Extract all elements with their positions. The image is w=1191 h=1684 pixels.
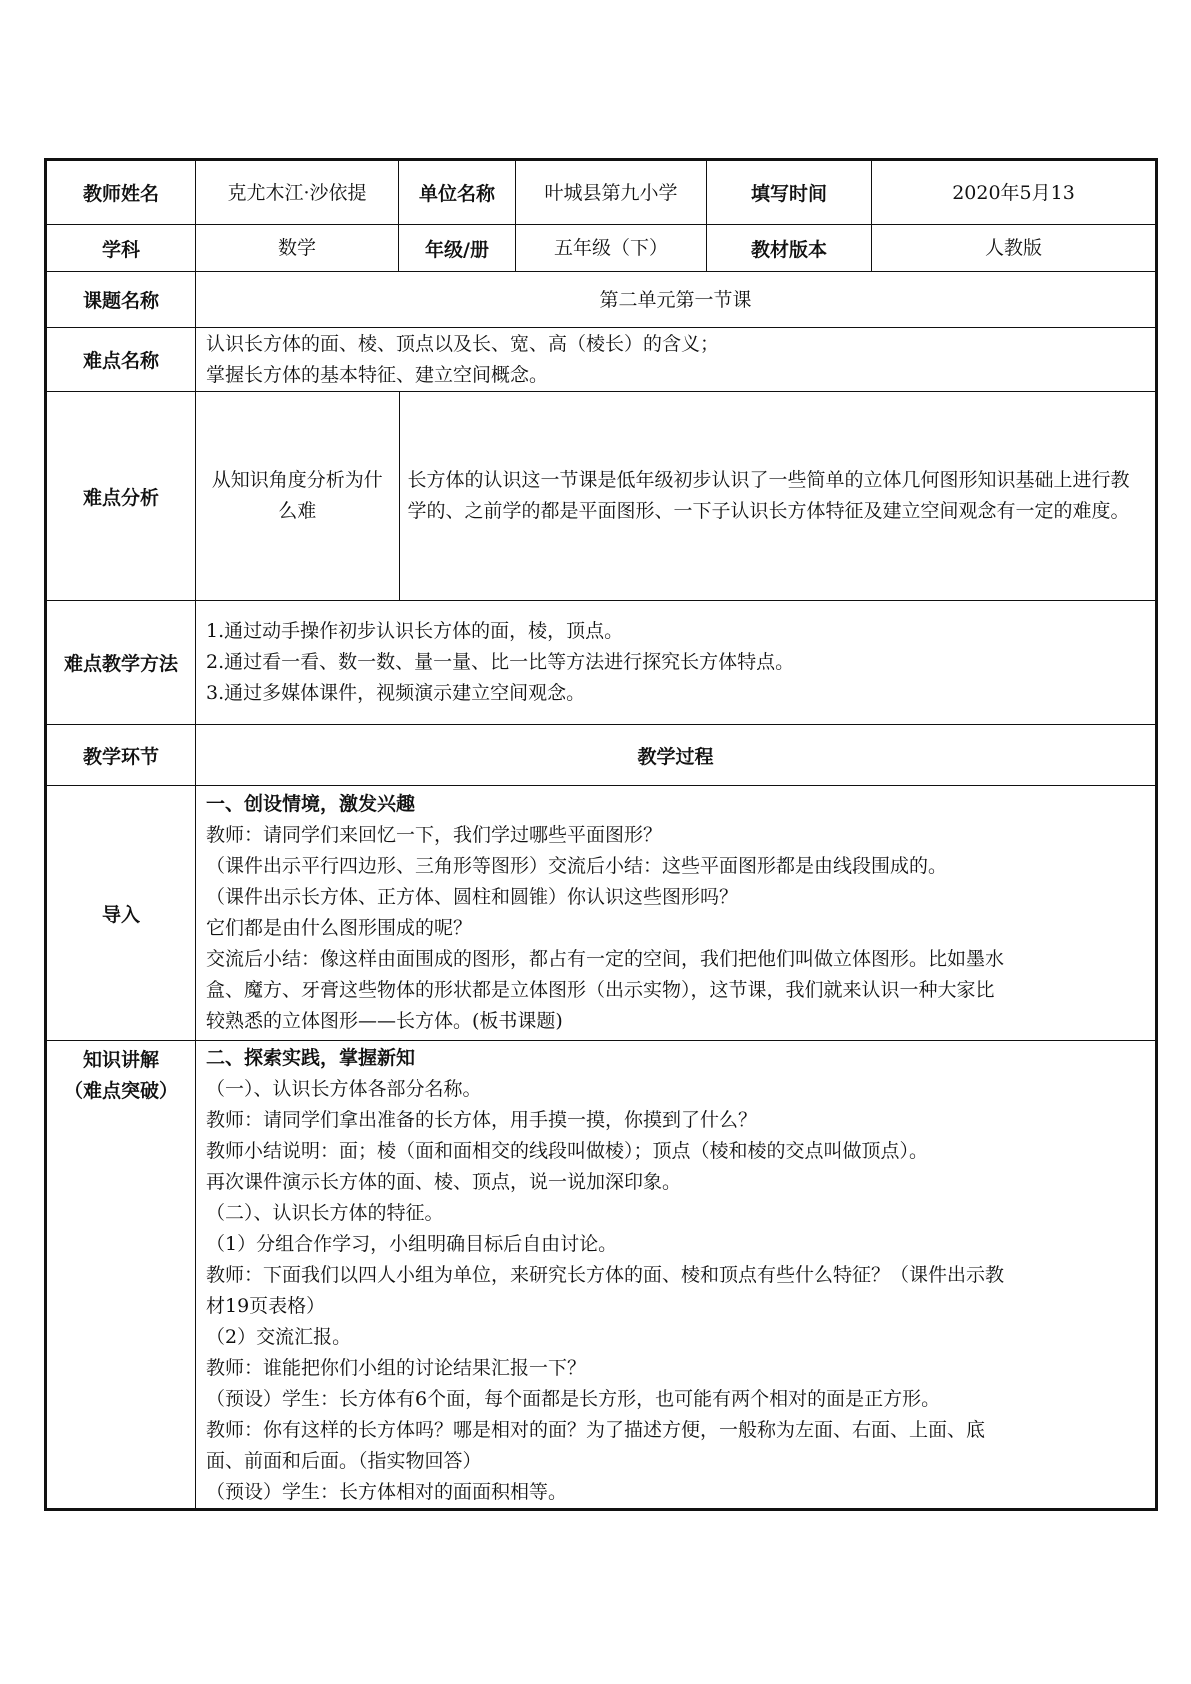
header-row-2 — [46, 225, 1157, 272]
knowledge-label-2: （难点突破） — [63, 1080, 178, 1102]
knowledge-line: 教师：请同学们拿出准备的长方体，用手摸一摸，你摸到了什么？ — [206, 1109, 758, 1131]
knowledge-line: 教师：你有这样的长方体吗？哪是相对的面？为了描述方便，一般称为左面、右面、上面、底 — [206, 1419, 986, 1441]
knowledge-line: （2）交流汇报。 — [206, 1326, 352, 1348]
teacher-name-value: 克尤木江·沙依提 — [196, 160, 399, 225]
analysis-label: 难点分析 — [46, 392, 196, 601]
method-line: 2.通过看一看、数一数、量一量、比一比等方法进行探究长方体特点。 — [206, 651, 795, 673]
topic-value: 第二单元第一节课 — [196, 272, 1157, 328]
fill-date-label: 填写时间 — [707, 160, 872, 225]
knowledge-line: （1）分组合作学习，小组明确目标后自由讨论。 — [206, 1233, 618, 1255]
edition-label: 教材版本 — [707, 225, 872, 272]
topic-row — [46, 272, 1157, 328]
teacher-name-label: 教师姓名 — [46, 160, 196, 225]
intro-content — [196, 786, 1157, 1041]
difficulty-row — [46, 328, 1157, 392]
analysis-row — [46, 392, 1157, 601]
knowledge-line: （预设）学生：长方体有6个面，每个面都是长方形，也可能有两个相对的面是正方形。 — [206, 1388, 941, 1410]
knowledge-label — [46, 1041, 196, 1510]
fill-date-value: 2020年5月13 — [872, 160, 1157, 225]
process-header-row — [46, 725, 1157, 786]
intro-line: 较熟悉的立体图形——长方体。(板书课题) — [206, 1010, 563, 1032]
intro-line: 教师：请同学们来回忆一下，我们学过哪些平面图形？ — [206, 824, 663, 846]
analysis-sub-label: 从知识角度分析为什么难 — [196, 392, 399, 600]
knowledge-line: 教师：谁能把你们小组的讨论结果汇报一下？ — [206, 1357, 587, 1379]
knowledge-line: （一）、认识长方体各部分名称。 — [206, 1078, 482, 1100]
edition-value: 人教版 — [872, 225, 1157, 272]
analysis-content — [196, 392, 1157, 601]
knowledge-line: 再次课件演示长方体的面、棱、顶点，说一说加深印象。 — [206, 1171, 682, 1193]
grade-value: 五年级（下） — [516, 225, 707, 272]
intro-label: 导入 — [46, 786, 196, 1041]
intro-line: 它们都是由什么图形围成的呢？ — [206, 917, 473, 939]
intro-line: 交流后小结：像这样由面围成的图形，都占有一定的空间，我们把他们叫做立体图形。比如墨水 — [206, 948, 1005, 970]
difficulty-content — [196, 328, 1157, 392]
intro-heading: 一、创设情境，激发兴趣 — [206, 793, 416, 815]
knowledge-heading: 二、探索实践，掌握新知 — [206, 1047, 416, 1069]
subject-value: 数学 — [196, 225, 399, 272]
method-row — [46, 601, 1157, 725]
knowledge-line: 材19页表格） — [206, 1295, 326, 1317]
method-content — [196, 601, 1157, 725]
intro-line: 盒、魔方、牙膏这些物体的形状都是立体图形（出示实物），这节课，我们就来认识一种大家比 — [206, 979, 995, 1001]
knowledge-content — [196, 1041, 1157, 1510]
analysis-text: 长方体的认识这一节课是低年级初步认识了一些简单的立体几何图形知识基础上进行教学的、之前学的都是平面图形、一下子认识长方体特征及建立空间观念有一定的难度。 — [407, 469, 1130, 522]
intro-line: （课件出示长方体、正方体、圆柱和圆锥）你认识这些图形吗？ — [206, 886, 739, 908]
difficulty-line: 掌握长方体的基本特征、建立空间概念。 — [206, 363, 549, 386]
header-row-1 — [46, 160, 1157, 225]
knowledge-line: 教师小结说明：面；棱（面和面相交的线段叫做棱）；顶点（棱和棱的交点叫做顶点）。 — [206, 1140, 929, 1162]
subject-label: 学科 — [46, 225, 196, 272]
topic-label: 课题名称 — [46, 272, 196, 328]
unit-name-value: 叶城县第九小学 — [516, 160, 707, 225]
method-line: 1.通过动手操作初步认识长方体的面，棱，顶点。 — [206, 620, 624, 642]
knowledge-row — [46, 1041, 1157, 1510]
method-label: 难点教学方法 — [46, 601, 196, 725]
difficulty-line: 认识长方体的面、棱、顶点以及长、宽、高（棱长）的含义； — [206, 332, 720, 355]
knowledge-line: 面、前面和后面。（指实物回答） — [206, 1450, 482, 1472]
lesson-plan-table — [44, 158, 1158, 1511]
process-title: 教学过程 — [196, 725, 1157, 786]
knowledge-label-1: 知识讲解 — [82, 1049, 159, 1071]
difficulty-label: 难点名称 — [46, 328, 196, 392]
intro-line: （课件出示平行四边形、三角形等图形）交流后小结：这些平面图形都是由线段围成的。 — [206, 855, 948, 877]
grade-label: 年级/册 — [399, 225, 516, 272]
process-stage-label: 教学环节 — [46, 725, 196, 786]
unit-name-label: 单位名称 — [399, 160, 516, 225]
knowledge-line: （二）、认识长方体的特征。 — [206, 1202, 444, 1224]
method-line: 3.通过多媒体课件，视频演示建立空间观念。 — [206, 682, 586, 704]
intro-row — [46, 786, 1157, 1041]
knowledge-line: 教师：下面我们以四人小组为单位，来研究长方体的面、棱和顶点有些什么特征？（课件出示教 — [206, 1264, 1005, 1286]
knowledge-line: （预设）学生：长方体相对的面面积相等。 — [206, 1481, 568, 1503]
